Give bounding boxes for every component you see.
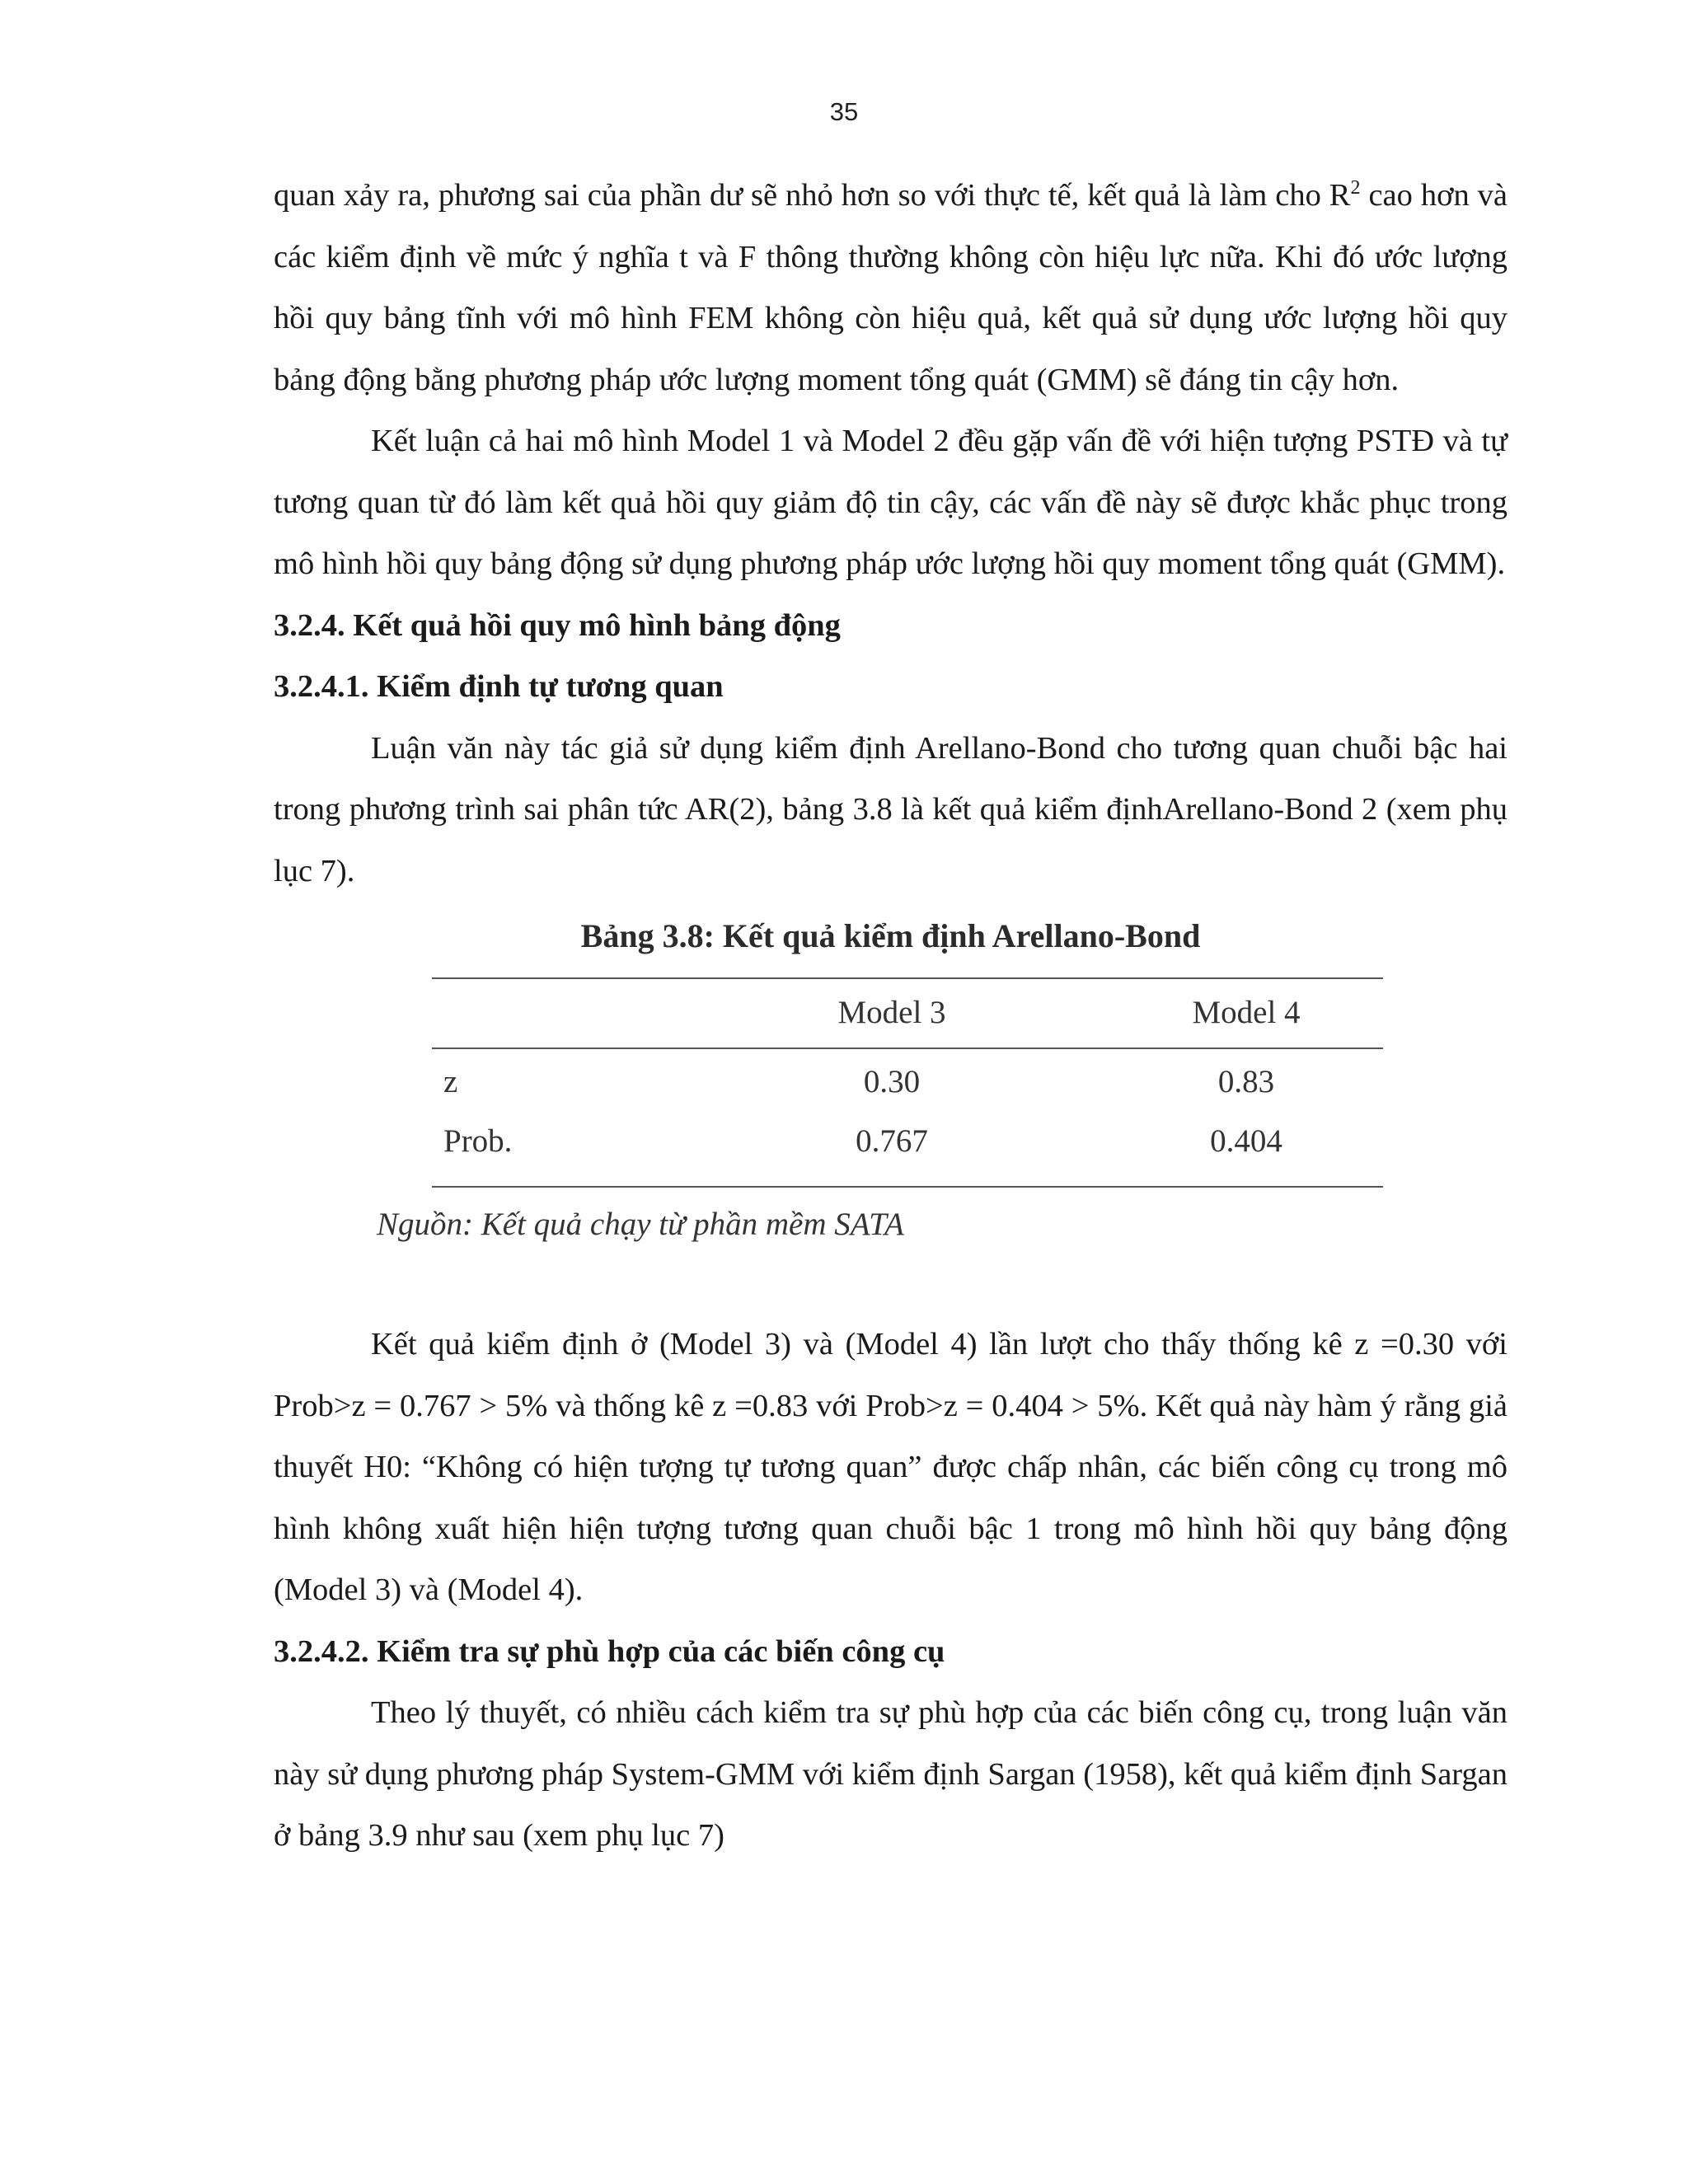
paragraph-test-results: Kết quả kiểm định ở (Model 3) và (Model 4) lần lượt cho thấy thống kê z =0.30 với Prob>z = 0.767 > 5% và thống kê z =0.83 với Prob>z = 0.404 > 5%. Kết quả này hàm ý rằng giả thuyết H0: “Không có hiện tượng tự tương quan” được chấp nhân, các biến công cụ trong mô hình không xuất hiện hiện tượng tương quan chuỗi bậc 1 trong mô hình hồi quy bảng động (Model 3) và (Model 4).	[274, 1327, 1507, 1607]
table-row-label-z: z	[443, 1064, 458, 1099]
table-header-model-3: Model 3	[837, 995, 946, 1030]
paragraph-text-rest: cao hơn và các kiểm định về mức ý nghĩa t và F thông thường không còn hiệu lực nữa. Khi đó ước lượng hồi quy bảng tĩnh với mô hình FEM không còn hiệu quả, kết quả sử dụng ước lượng hồi quy bảng động bằng phương pháp ước lượng moment tổng quát (GMM) sẽ đáng tin cậy hơn.	[274, 178, 1507, 397]
table-top-rule	[432, 977, 1383, 979]
table-header-rule	[432, 1047, 1383, 1049]
table-cell-prob-model-4: 0.404	[1210, 1123, 1282, 1159]
table-cell-z-model-3: 0.30	[863, 1064, 921, 1099]
table-cell-prob-model-3: 0.767	[856, 1123, 928, 1159]
paragraph-sargan-intro: Theo lý thuyết, có nhiều cách kiểm tra sự phù hợp của các biến công cụ, trong luận văn này sử dụng phương pháp System-GMM với kiểm định Sargan (1958), kết quả kiểm định Sargan ở bảng 3.9 như sau (xem phụ lục 7)	[274, 1695, 1507, 1853]
document-body	[274, 165, 1507, 1867]
table-cell-z-model-4: 0.83	[1217, 1064, 1275, 1099]
page-number: 35	[829, 97, 859, 126]
table-arellano-bond	[274, 912, 1507, 1307]
paragraph-conclusion: Kết luận cả hai mô hình Model 1 và Model 2 đều gặp vấn đề với hiện tượng PSTĐ và tự tương quan từ đó làm kết quả hồi quy giảm độ tin cậy, các vấn đề này sẽ được khắc phục trong mô hình hồi quy bảng động sử dụng phương pháp ước lượng hồi quy moment tổng quát (GMM).	[274, 424, 1507, 581]
paragraph-text: quan xảy ra, phương sai của phần dư sẽ nhỏ hơn so với thực tế, kết quả là làm cho R	[274, 178, 1351, 213]
section-heading: 3.2.4. Kết quả hồi quy mô hình bảng động	[274, 607, 841, 643]
table-bottom-rule	[432, 1186, 1383, 1188]
table-caption: Bảng 3.8: Kết quả kiểm định Arellano-Bond	[580, 917, 1201, 954]
table-row-label-prob: Prob.	[443, 1123, 513, 1159]
paragraph-arellano-bond-intro: Luận văn này tác giả sử dụng kiểm định Arellano-Bond cho tương quan chuỗi bậc hai trong phương trình sai phân tức AR(2), bảng 3.8 là kết quả kiểm địnhArellano-Bond 2 (xem phụ lục 7).	[274, 730, 1507, 888]
table-source-note: Nguồn: Kết quả chạy từ phần mềm SATA	[377, 1207, 904, 1242]
table-header-model-4: Model 4	[1192, 995, 1301, 1030]
paragraph-continuation	[274, 165, 1507, 410]
subsection-heading-instruments: 3.2.4.2. Kiểm tra sự phù hợp của các biến công cụ	[274, 1633, 945, 1669]
subsection-heading-autocorrelation: 3.2.4.1. Kiểm định tự tương quan	[274, 669, 724, 704]
superscript: 2	[1350, 177, 1361, 199]
